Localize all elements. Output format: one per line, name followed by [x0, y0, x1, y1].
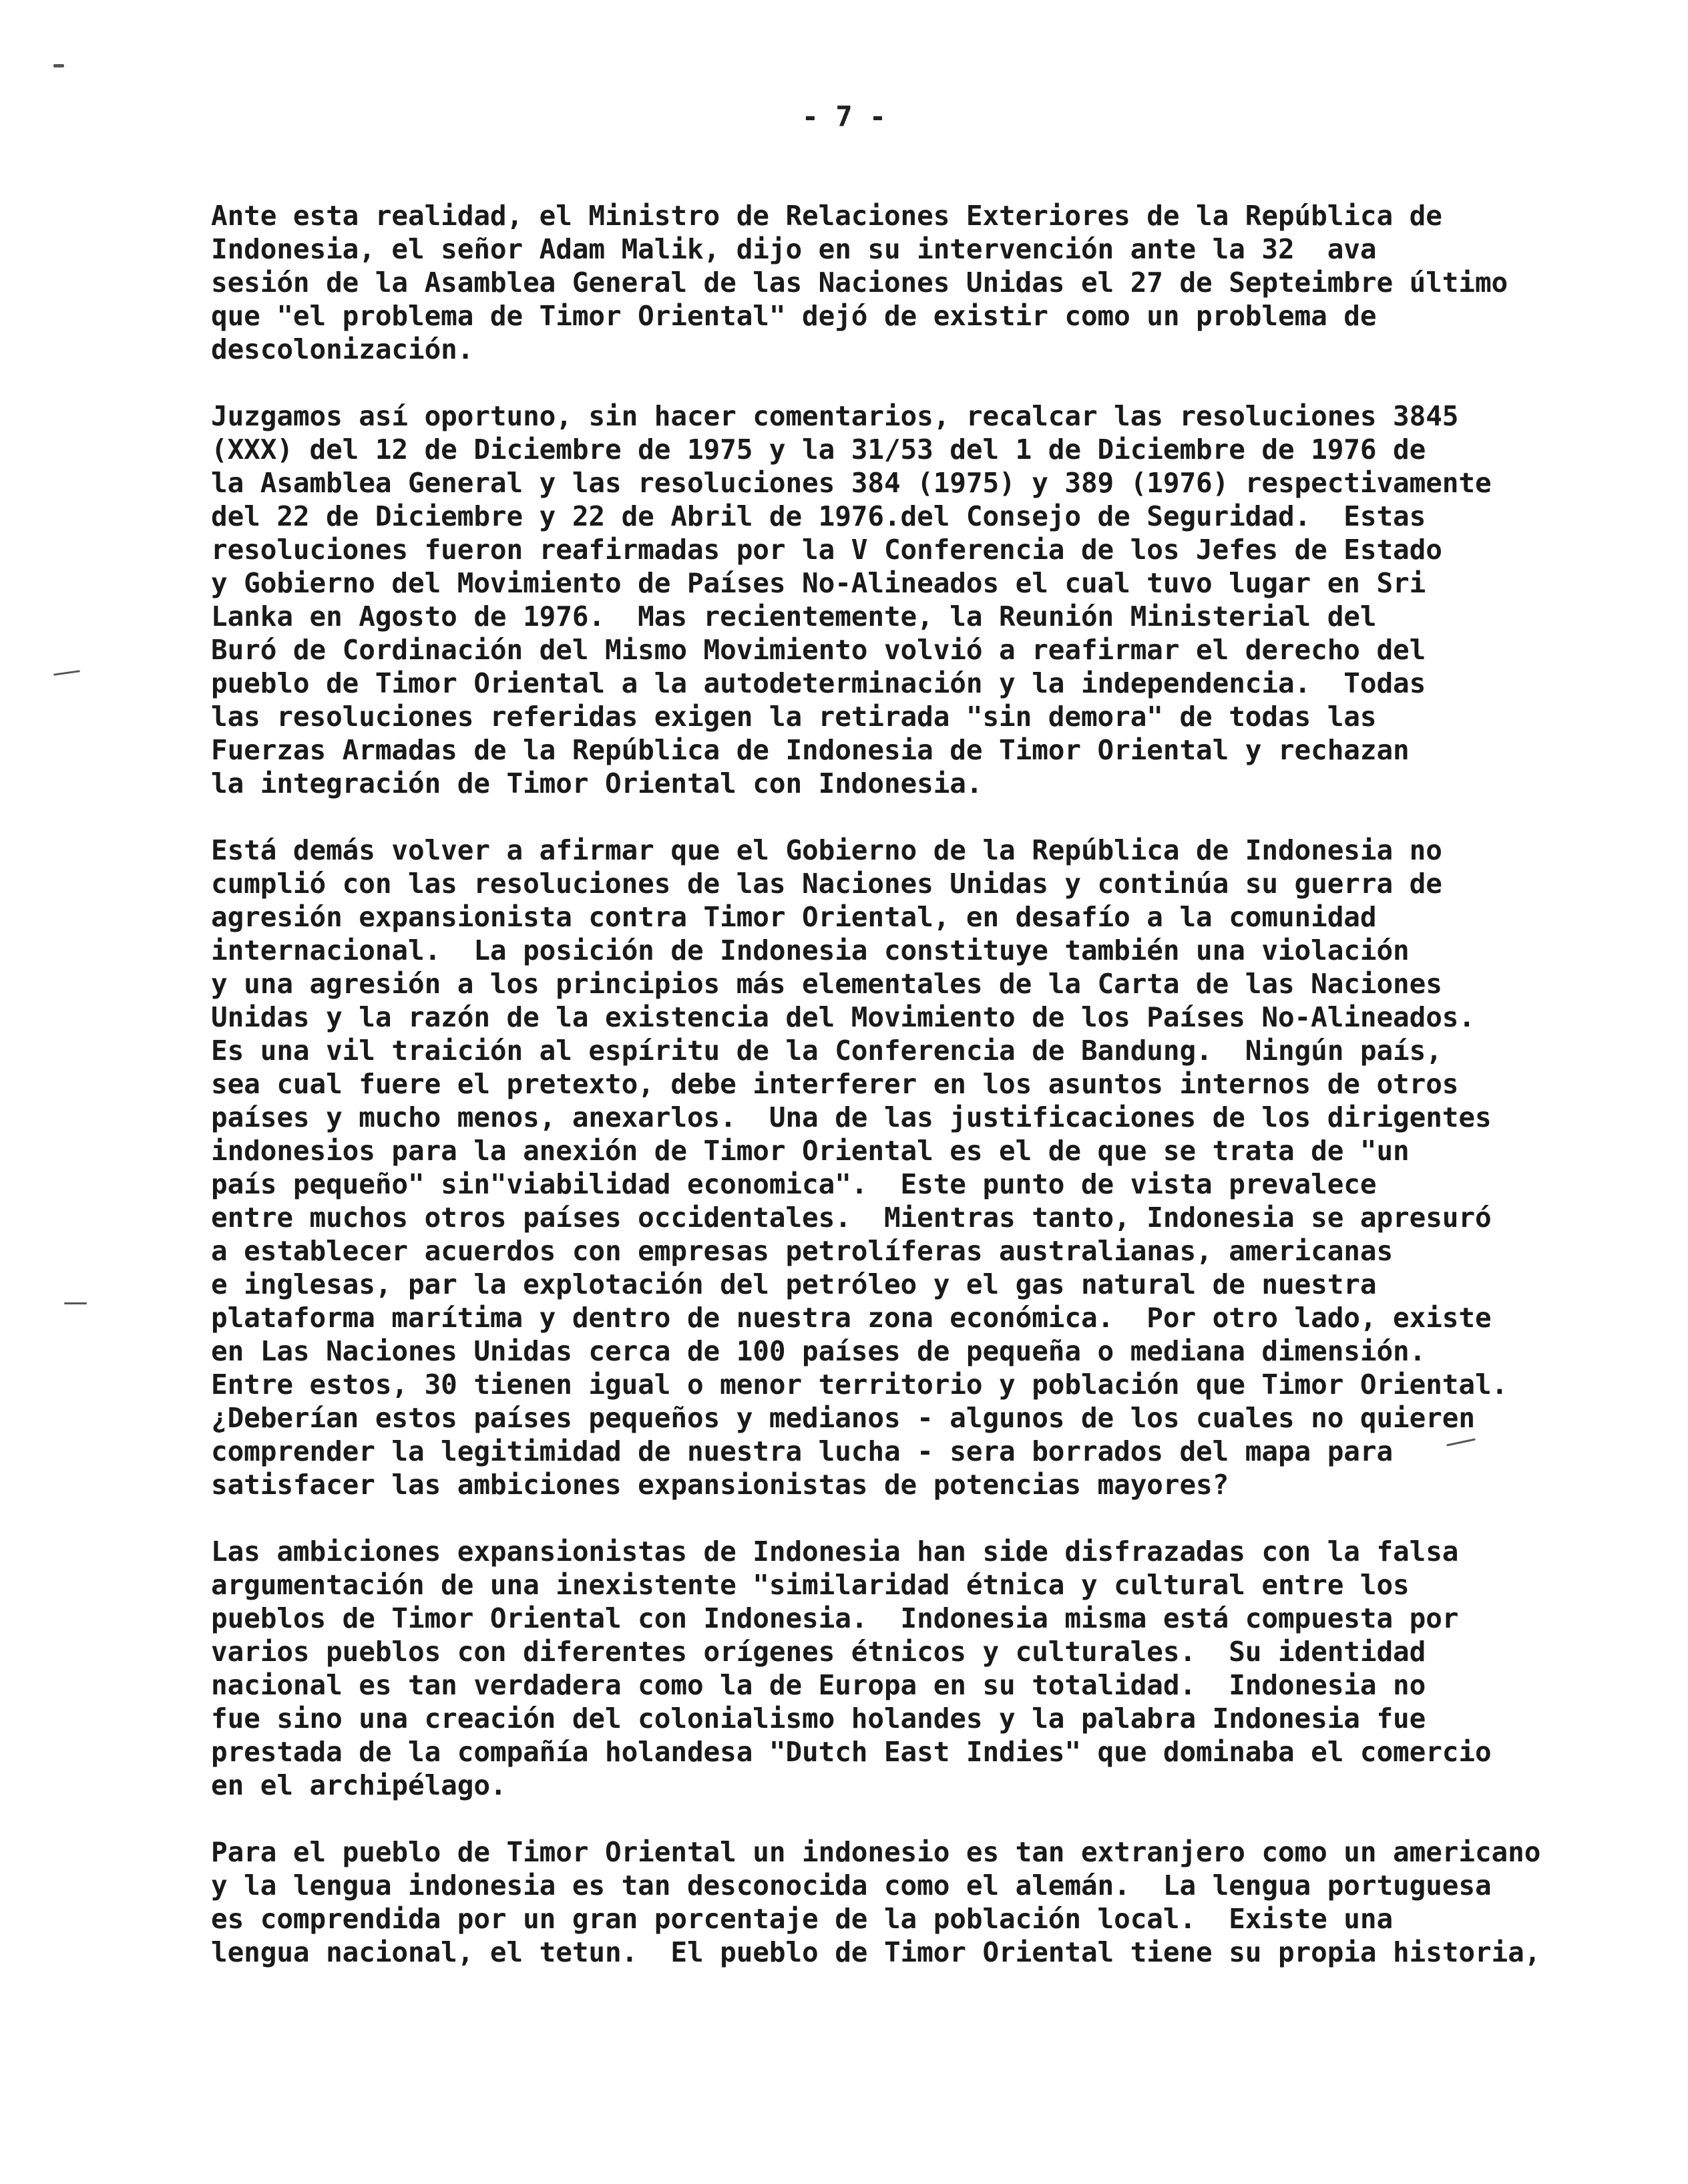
text-line: país pequeño" sin"viabilidad economica". Este punto de vista prevalece — [211, 1168, 1377, 1200]
text-line: fue sino una creación del colonialismo holandes y la palabra Indonesia fue — [211, 1702, 1426, 1735]
text-line: la integración de Timor Oriental con Indonesia. — [211, 767, 983, 799]
text-line: entre muchos otros países occidentales. Mientras tanto, Indonesia se apresuró — [211, 1202, 1492, 1234]
scan-mark — [64, 1302, 87, 1304]
paragraph-5 — [211, 1835, 1600, 1969]
text-line: sea cual fuere el pretexto, debe interferer en los asuntos internos de otros — [211, 1068, 1459, 1100]
text-line: prestada de la compañía holandesa "Dutch East Indies" que dominaba el comercio — [211, 1736, 1492, 1768]
text-line: en Las Naciones Unidas cerca de 100 países de pequeña o mediana dimensión. — [211, 1335, 1426, 1367]
text-line: Juzgamos así oportuno, sin hacer comentarios, recalcar las resoluciones 3845 — [211, 400, 1459, 432]
text-line: Es una vil traición al espíritu de la Conferencia de Bandung. Ningún país, — [211, 1035, 1442, 1067]
text-line: a establecer acuerdos con empresas petrolíferas australianas, americanas — [211, 1235, 1394, 1267]
text-line: países y mucho menos, anexarlos. Una de las justificaciones de los dirigentes — [211, 1101, 1492, 1133]
text-line: plataforma marítima y dentro de nuestra zona económica. Por otro lado, existe — [211, 1302, 1492, 1334]
text-line: resoluciones fueron reafirmadas por la V Conferencia de los Jefes de Estado — [211, 534, 1442, 566]
page-number: - 7 - — [801, 100, 887, 133]
text-line: Para el pueblo de Timor Oriental un indonesio es tan extranjero como un americano — [211, 1836, 1541, 1868]
text-line: Buró de Cordinación del Mismo Movimiento volvió a reafirmar el derecho del — [211, 634, 1426, 666]
text-line: comprender la legitimidad de nuestra lucha - sera borrados del mapa para — [211, 1435, 1394, 1467]
text-line: descolonización. — [211, 333, 474, 365]
paragraph-2 — [211, 399, 1600, 800]
text-line: nacional es tan verdadera como la de Europa en su totalidad. Indonesia no — [211, 1669, 1426, 1701]
paragraph-1 — [211, 199, 1600, 366]
paragraph-3 — [211, 834, 1600, 1501]
text-line: la Asamblea General y las resoluciones 384 (1975) y 389 (1976) respectivamente — [211, 467, 1492, 499]
text-line: pueblos de Timor Oriental con Indonesia. Indonesia misma está compuesta por — [211, 1602, 1459, 1634]
text-line: varios pueblos con diferentes orígenes étnicos y culturales. Su identidad — [211, 1636, 1426, 1668]
text-line: Fuerzas Armadas de la República de Indonesia de Timor Oriental y rechazan — [211, 734, 1410, 766]
text-line: y la lengua indonesia es tan desconocida como el alemán. La lengua portuguesa — [211, 1869, 1492, 1901]
text-line: las resoluciones referidas exigen la retirada "sin demora" de todas las — [211, 701, 1377, 733]
text-line: e inglesas, par la explotación del petróleo y el gas natural de nuestra — [211, 1268, 1377, 1300]
text-line: Las ambiciones expansionistas de Indonesia han side disfrazadas con la falsa — [211, 1535, 1459, 1568]
text-line: Indonesia, el señor Adam Malik, dijo en su intervención ante la 32 ava — [211, 233, 1377, 265]
text-line: internacional. La posición de Indonesia constituye también una violación — [211, 934, 1410, 966]
text-line: lengua nacional, el tetun. El pueblo de Timor Oriental tiene su propia historia, — [211, 1936, 1541, 1968]
text-line: argumentación de una inexistente "similaridad étnica y cultural entre los — [211, 1569, 1410, 1601]
text-line: que "el problema de Timor Oriental" dejó de existir como un problema de — [211, 300, 1377, 332]
scan-mark — [53, 670, 80, 676]
document-body — [211, 199, 1600, 2002]
text-line: indonesios para la anexión de Timor Oriental es el de que se trata de "un — [211, 1135, 1410, 1167]
text-line: y Gobierno del Movimiento de Países No-Alineados el cual tuvo lugar en Sri — [211, 567, 1426, 599]
text-line: pueblo de Timor Oriental a la autodeterminación y la independencia. Todas — [211, 667, 1426, 699]
text-line: (XXX) del 12 de Diciembre de 1975 y la 31/53 del 1 de Diciembre de 1976 de — [211, 433, 1426, 466]
text-line: en el archipélago. — [211, 1769, 507, 1801]
text-line: Lanka en Agosto de 1976. Mas recientemente, la Reunión Ministerial del — [211, 600, 1377, 632]
text-line: satisfacer las ambiciones expansionistas de potencias mayores? — [211, 1469, 1229, 1501]
text-line: cumplió con las resoluciones de las Naciones Unidas y continúa su guerra de — [211, 868, 1442, 900]
text-line: y una agresión a los principios más elementales de la Carta de las Naciones — [211, 968, 1442, 1000]
text-line: ¿Deberían estos países pequeños y medianos - algunos de los cuales no quieren — [211, 1402, 1475, 1434]
text-line: Unidas y la razón de la existencia del Movimiento de los Países No-Alineados. — [211, 1001, 1475, 1033]
text-line: es comprendida por un gran porcentaje de la población local. Existe una — [211, 1903, 1394, 1935]
paragraph-4 — [211, 1535, 1600, 1802]
text-line: sesión de la Asamblea General de las Naciones Unidas el 27 de Septeimbre último — [211, 266, 1508, 299]
scan-mark — [53, 64, 64, 67]
text-line: Entre estos, 30 tienen igual o menor territorio y población que Timor Oriental. — [211, 1369, 1508, 1401]
text-line: del 22 de Diciembre y 22 de Abril de 1976.del Consejo de Seguridad. Estas — [211, 500, 1426, 532]
text-line: Ante esta realidad, el Ministro de Relaciones Exteriores de la República de — [211, 200, 1442, 232]
text-line: Está demás volver a afirmar que el Gobierno de la República de Indonesia no — [211, 834, 1442, 866]
text-line: agresión expansionista contra Timor Oriental, en desafío a la comunidad — [211, 901, 1377, 933]
